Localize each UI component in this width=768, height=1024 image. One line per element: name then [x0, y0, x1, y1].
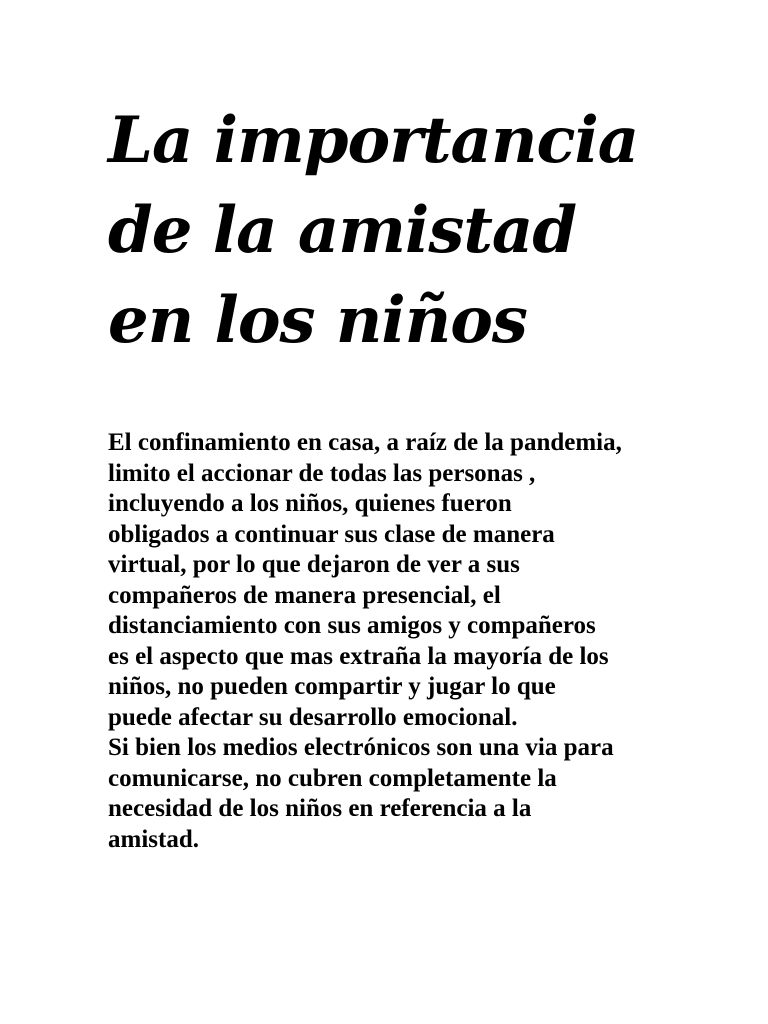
title-line: de la amistad — [108, 193, 577, 268]
body-line: limito el accionar de todas las personas , — [108, 459, 536, 487]
body-line: virtual, por lo que dejaron de ver a sus — [108, 551, 520, 578]
body-line: niños, no pueden compartir y jugar lo que — [108, 673, 556, 700]
document-body — [108, 428, 688, 855]
title-line: en los niños — [108, 283, 527, 358]
body-line: compañeros de manera presencial, el — [108, 581, 501, 609]
body-line: obligados a continuar sus clase de manera — [108, 520, 555, 548]
title-line: La importancia — [108, 103, 639, 178]
document-title — [108, 96, 688, 366]
body-line: Si bien los medios electrónicos son una via para — [108, 734, 614, 761]
body-line: El confinamiento en casa, a raíz de la pandemia, — [108, 429, 622, 456]
body-line: comunicarse, no cubren completamente la — [108, 764, 557, 792]
document-page — [108, 96, 688, 855]
body-line: incluyendo a los niños, quienes fueron — [108, 490, 512, 517]
body-line: es el aspecto que mas extraña la mayoría de los — [108, 642, 609, 670]
body-line: distanciamiento con sus amigos y compañeros — [108, 612, 596, 639]
body-line: necesidad de los niños en referencia a la — [108, 795, 532, 822]
body-line: puede afectar su desarrollo emocional. — [108, 703, 518, 731]
body-line: amistad. — [108, 825, 199, 853]
